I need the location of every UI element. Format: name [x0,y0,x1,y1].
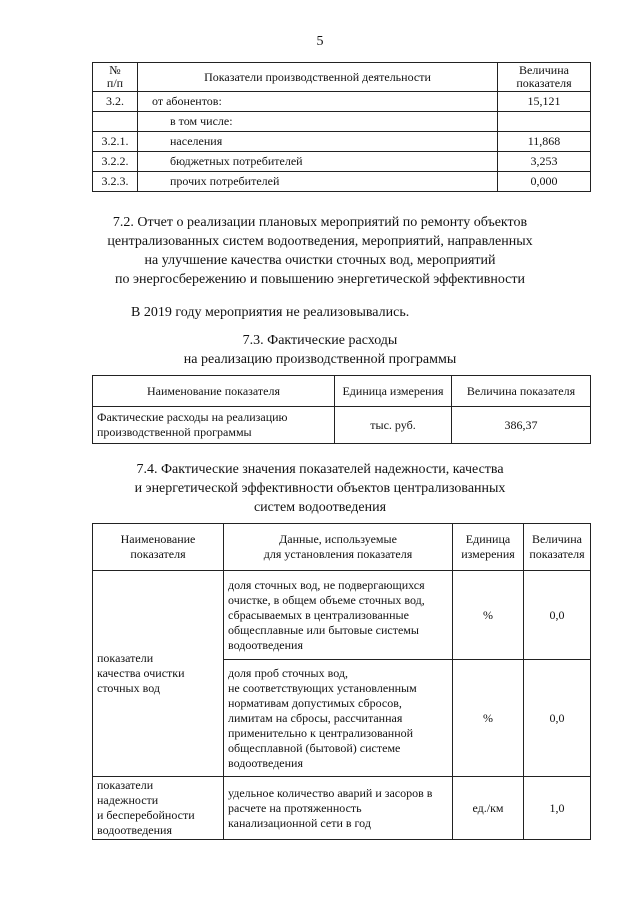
row-num: 3.2. [93,92,138,112]
table-header-row [93,376,591,407]
row-name: в том числе: [138,112,498,132]
quality-unit-1: % [453,571,524,660]
row-value: 11,868 [498,132,591,152]
section-7-4-heading: 7.4. Фактические значения показателей надежности, качества и энергетической эффективности объектов централизованных систем водоотведения [134,462,506,515]
table-header-row [93,524,591,571]
header-unit: Единица измерения [335,376,452,407]
row-name: от абонентов: [138,92,498,112]
quality-data-1: доля сточных вод, не подвергающихся очистке, в общем объеме сточных вод, сбрасываемых в централизованные общесплавные или бытовые системы водоотведения [224,571,453,660]
row-name: бюджетных потребителей [138,152,498,172]
section-7-3-heading: 7.3. Фактические расходы на реализацию производственной программы [183,333,457,367]
quality-value-2: 0,0 [524,660,591,777]
header-data: Данные, используемые для установления показателя [224,524,453,571]
row-num [93,112,138,132]
reliability-value: 1,0 [524,777,591,840]
row-num: 3.2.3. [93,172,138,192]
production-indicators-table [92,62,591,192]
row-value: 0,000 [498,172,591,192]
expense-name: Фактические расходы на реализацию производственной программы [93,407,335,444]
row-num: 3.2.1. [93,132,138,152]
reliability-data: удельное количество аварий и засоров в расчете на протяженность канализационной сети в год [224,777,453,840]
quality-value-1: 0,0 [524,571,591,660]
table-row [93,92,591,112]
table-header-row [93,63,591,92]
quality-unit-2: % [453,660,524,777]
row-value: 3,253 [498,152,591,172]
header-name: Показатели производственной деятельности [138,63,498,92]
row-value [498,112,591,132]
quality-data-2: доля проб сточных вод, не соответствующих установленным нормативам допустимых сбросов, лимитам на сбросы, рассчитанная применительно к централизованной общесплавной (бытовой) системе водоотведения [224,660,453,777]
row-name: прочих потребителей [138,172,498,192]
expense-unit: тыс. руб. [335,407,452,444]
table-row [93,132,591,152]
header-indicator-name: Наименование показателя [93,376,335,407]
expenses-table [92,375,591,444]
header-value: Величина показателя [452,376,591,407]
header-value: Величина показателя [498,63,591,92]
table-row [93,172,591,192]
header-unit: Единица измерения [453,524,524,571]
table-row [93,407,591,444]
table-row [93,152,591,172]
row-num: 3.2.2. [93,152,138,172]
header-num: № п/п [93,63,138,92]
reliability-indicator-name: показатели надежности и бесперебойности водоотведения [93,777,224,840]
quality-indicator-name: показатели качества очистки сточных вод [93,571,224,777]
header-value: Величина показателя [524,524,591,571]
table-row [93,777,591,840]
table-row [93,571,591,660]
section-7-2-heading: 7.2. Отчет о реализации плановых мероприятий по ремонту объектов централизованных систем водоотведения, мероприятий, направленных на улучшение качества очистки сточных вод, мероприятий по энергосбережению и повышению энергетической эффективности [107,215,533,287]
row-name: населения [138,132,498,152]
page-number: 5 [316,34,324,49]
table-row [93,112,591,132]
row-value: 15,121 [498,92,591,112]
expense-value: 386,37 [452,407,591,444]
reliability-unit: ед./км [453,777,524,840]
section-7-2-text: В 2019 году мероприятия не реализовывались. [131,305,410,320]
reliability-indicators-table [92,523,591,840]
header-indicator-name: Наименование показателя [93,524,224,571]
